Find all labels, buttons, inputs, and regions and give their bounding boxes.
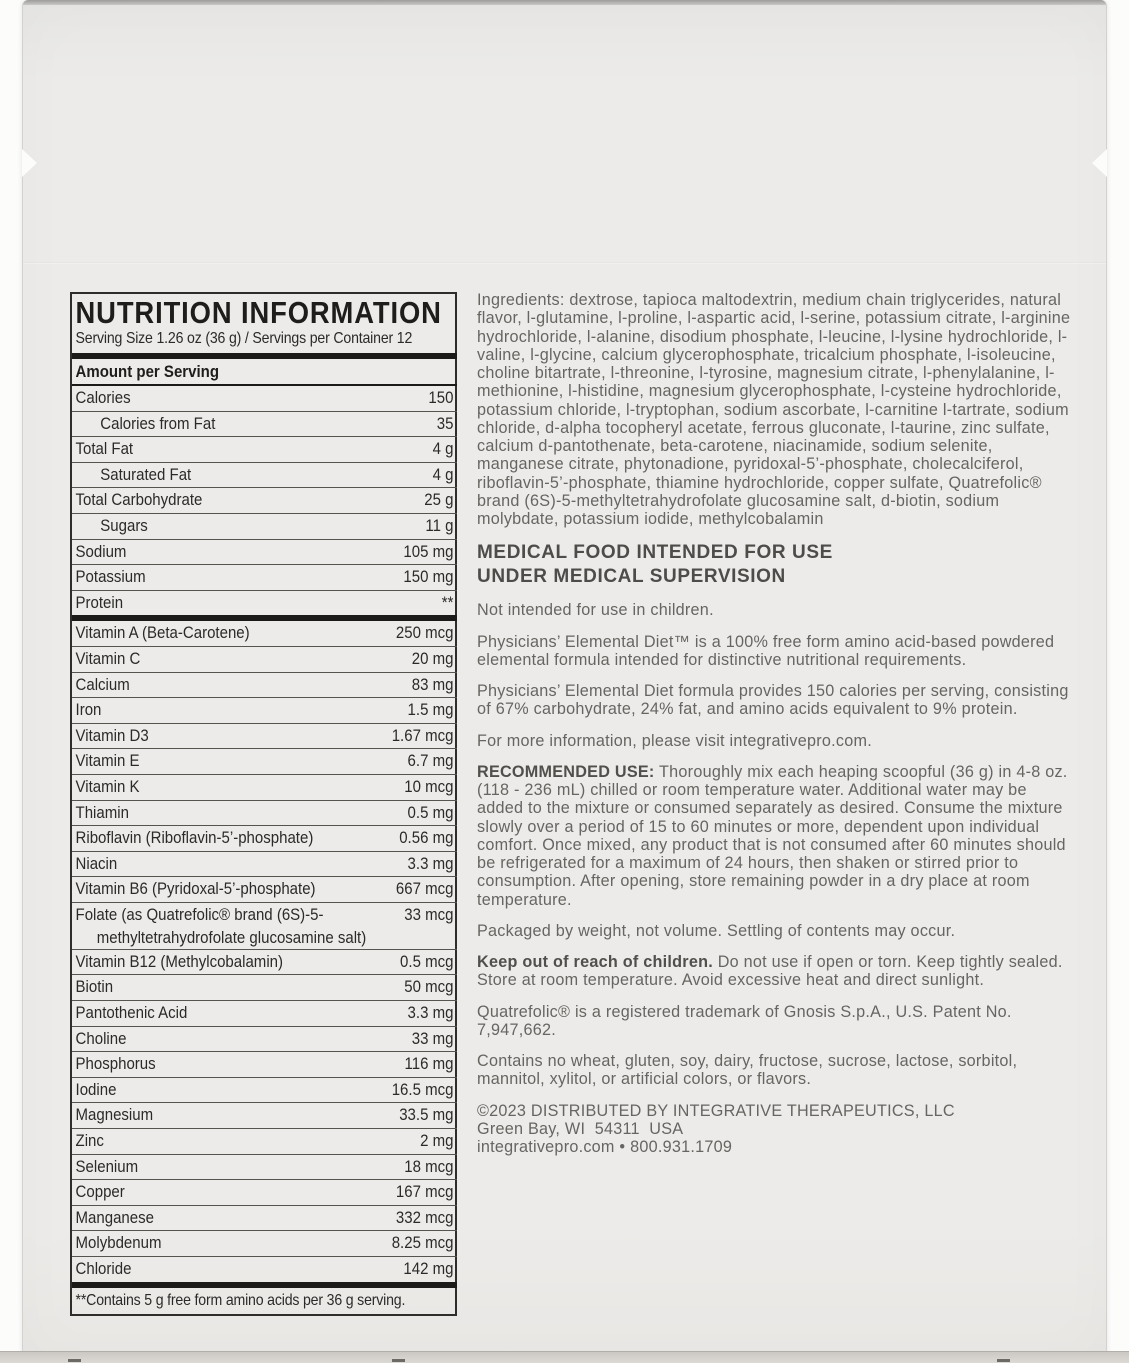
nutrient-row: Thiamin 0.5 mg [72,801,457,827]
nutrient-row: Molybdenum 8.25 mcg [72,1231,457,1257]
nutrient-row: Calories 150 [72,386,457,412]
nutrient-row: Pantothenic Acid 3.3 mg [72,1001,457,1027]
more-information: For more information, please visit integrativepro.com. [477,731,872,750]
nutrition-title: NUTRITION INFORMATION [75,295,442,330]
children-note: Not intended for use in children. [477,601,714,620]
nutrient-row: Copper 167 mcg [72,1180,457,1206]
registration-mark [68,1359,81,1362]
nutrient-row: Riboflavin (Riboflavin-5’-phosphate) 0.56 mg [72,826,457,852]
top-seal-band [23,0,1106,5]
nutrient-row: Iodine 16.5 mcg [72,1078,457,1104]
product-description: Physicians’ Elemental Diet™ is a 100% free form amino acid-based powdered elemental formula intended for distinctive nutritional requirements. [477,632,1055,669]
nutrient-row: Sugars 11 g [72,514,457,540]
nutrient-row: Folate (as Quatrefolic® brand (6S)-5- 33 mcg methyltetrahydrofolate glucosamine salt) [72,903,457,950]
nutrient-row: Calories from Fat 35 [72,412,457,438]
nutrient-row: Choline 33 mg [72,1027,457,1053]
bottom-edge-band [0,1351,1129,1363]
nutrient-row: Vitamin K 10 mcg [72,775,457,801]
nutrient-row: Protein ** [75,592,454,612]
nutrient-row: Iron 1.5 mg [72,698,457,724]
registration-mark [392,1359,405,1362]
ingredients-paragraph: Ingredients: dextrose, tapioca maltodextrin, medium chain triglycerides, natural flavor, l-glutamine, l-proline, l-aspartic acid, l-serine, potassium citrate, l-arginine hydrochloride, l-alanine, disodium phosphate, l-leucine, l-lysine hydrochloride, l-valine, l-glycine, calcium glycerophosphate, tricalcium phosphate, l-isoleucine, choline bitartrate, l-threonine, l-tyrosine, magnesium citrate, l-phenylalanine, l-methionine, l-histidine, magnesium glycerophosphate, l-cysteine hydrochloride, potassium chloride, l-tryptophan, sodium ascorbate, l-carnitine l-tartrate, sodium chloride, d-alpha tocopheryl acetate, ferrous gluconate, l-taurine, zinc sulfate, calcium d-pantothenate, beta-carotene, niacinamide, sodium selenite, manganese citrate, phytonadione, pyridoxal-5’-phosphate, cholecalciferol, riboflavin-5’-phosphate, thiamine hydrochloride, copper sulfate, Quatrefolic® brand (6S)-5-methyltetrahydrofolate glucosamine salt, d-biotin, sodium molybdate, potassium iodide, methylcobalamin [477,291,1071,528]
macro-nutrient-rows [76,386,454,615]
info-column [477,291,1073,1157]
nutrient-row: Chloride 142 mg [75,1259,454,1278]
nutrient-row: Magnesium 33.5 mg [72,1103,457,1129]
nutrient-row: Niacin 3.3 mg [72,852,457,878]
registration-mark [997,1359,1010,1362]
serving-size-line: Serving Size 1.26 oz (36 g) / Servings per Container 12 [75,330,413,347]
nutrient-row: Vitamin C 20 mg [72,647,457,673]
amino-acid-footnote: **Contains 5 g free form amino acids per 36 g serving. [75,1291,406,1309]
contains-no-statement: Contains no wheat, gluten, soy, dairy, fructose, sucrose, lactose, sorbitol, mannitol, xylitol, or artificial colors, or flavors. [477,1052,1018,1089]
nutrient-row: Vitamin D3 1.67 mcg [72,724,457,750]
nutrient-row: Selenium 18 mcg [72,1155,457,1181]
nutrient-row: Saturated Fat 4 g [72,463,457,489]
nutrient-row: Calcium 83 mg [72,673,457,699]
micro-nutrient-rows [76,621,454,1281]
nutrient-row: Vitamin A (Beta-Carotene) 250 mcg [72,621,457,647]
packaged-by-weight-note: Packaged by weight, not volume. Settling of contents may occur. [477,921,956,940]
nutrient-row: Total Carbohydrate 25 g [72,488,457,514]
nutrient-row: Vitamin B12 (Methylcobalamin) 0.5 mcg [72,950,457,976]
nutrient-row: Phosphorus 116 mg [72,1052,457,1078]
nutrient-row: Vitamin E 6.7 mg [72,749,457,775]
distributor-block: ©2023 DISTRIBUTED BY INTEGRATIVE THERAPEUTICS, LLC Green Bay, WI 54311 USA integrativepro.com • 800.931.1709 [477,1101,955,1157]
nutrition-information-panel [70,292,457,1316]
keep-out-of-reach-warning: Keep out of reach of children. Do not use if open or torn. Keep tightly sealed. Store at room temperature. Avoid excessive heat and direct sunlight. [477,953,1063,990]
nutrient-row: Potassium 150 mg [72,565,457,591]
nutrient-row: Total Fat 4 g [72,437,457,463]
quatrefolic-trademark-note: Quatrefolic® is a registered trademark of Gnosis S.p.A., U.S. Patent No. 7,947,662. [477,1002,1012,1039]
nutrient-row: Sodium 105 mg [72,540,457,566]
formula-composition: Physicians’ Elemental Diet formula provides 150 calories per serving, consisting of 67% carbohydrate, 24% fat, and amino acids equivalent to 9% protein. [477,682,1069,719]
medical-food-heading: MEDICAL FOOD INTENDED FOR USE UNDER MEDICAL SUPERVISION [477,542,833,588]
nutrient-row: Zinc 2 mg [72,1129,457,1155]
nutrient-row: Vitamin B6 (Pyridoxal-5’-phosphate) 667 mcg [72,877,457,903]
nutrient-row: Manganese 332 mcg [72,1206,457,1232]
recommended-use: RECOMMENDED USE: Thoroughly mix each heaping scoopful (36 g) in 4-8 oz. (118 - 236 mL) chilled or room temperature water. Additional water may be added to the mixture or consumed separately as desired. Consume the mixture slowly over a period of 15 to 60 minutes or more, dependent upon individual comfort. Once mixed, any product that is not consumed after 60 minutes should be refrigerated for a maximum of 24 hours, then shaken or stirred prior to consumption. After opening, store remaining powder in a dry place at room temperature. [477,762,1068,909]
crease-line [23,262,1106,264]
left-tear-notch [22,149,37,177]
amount-per-serving-header: Amount per Serving [72,359,457,386]
right-tear-notch [1092,149,1107,177]
nutrient-row: Biotin 50 mcg [72,975,457,1001]
